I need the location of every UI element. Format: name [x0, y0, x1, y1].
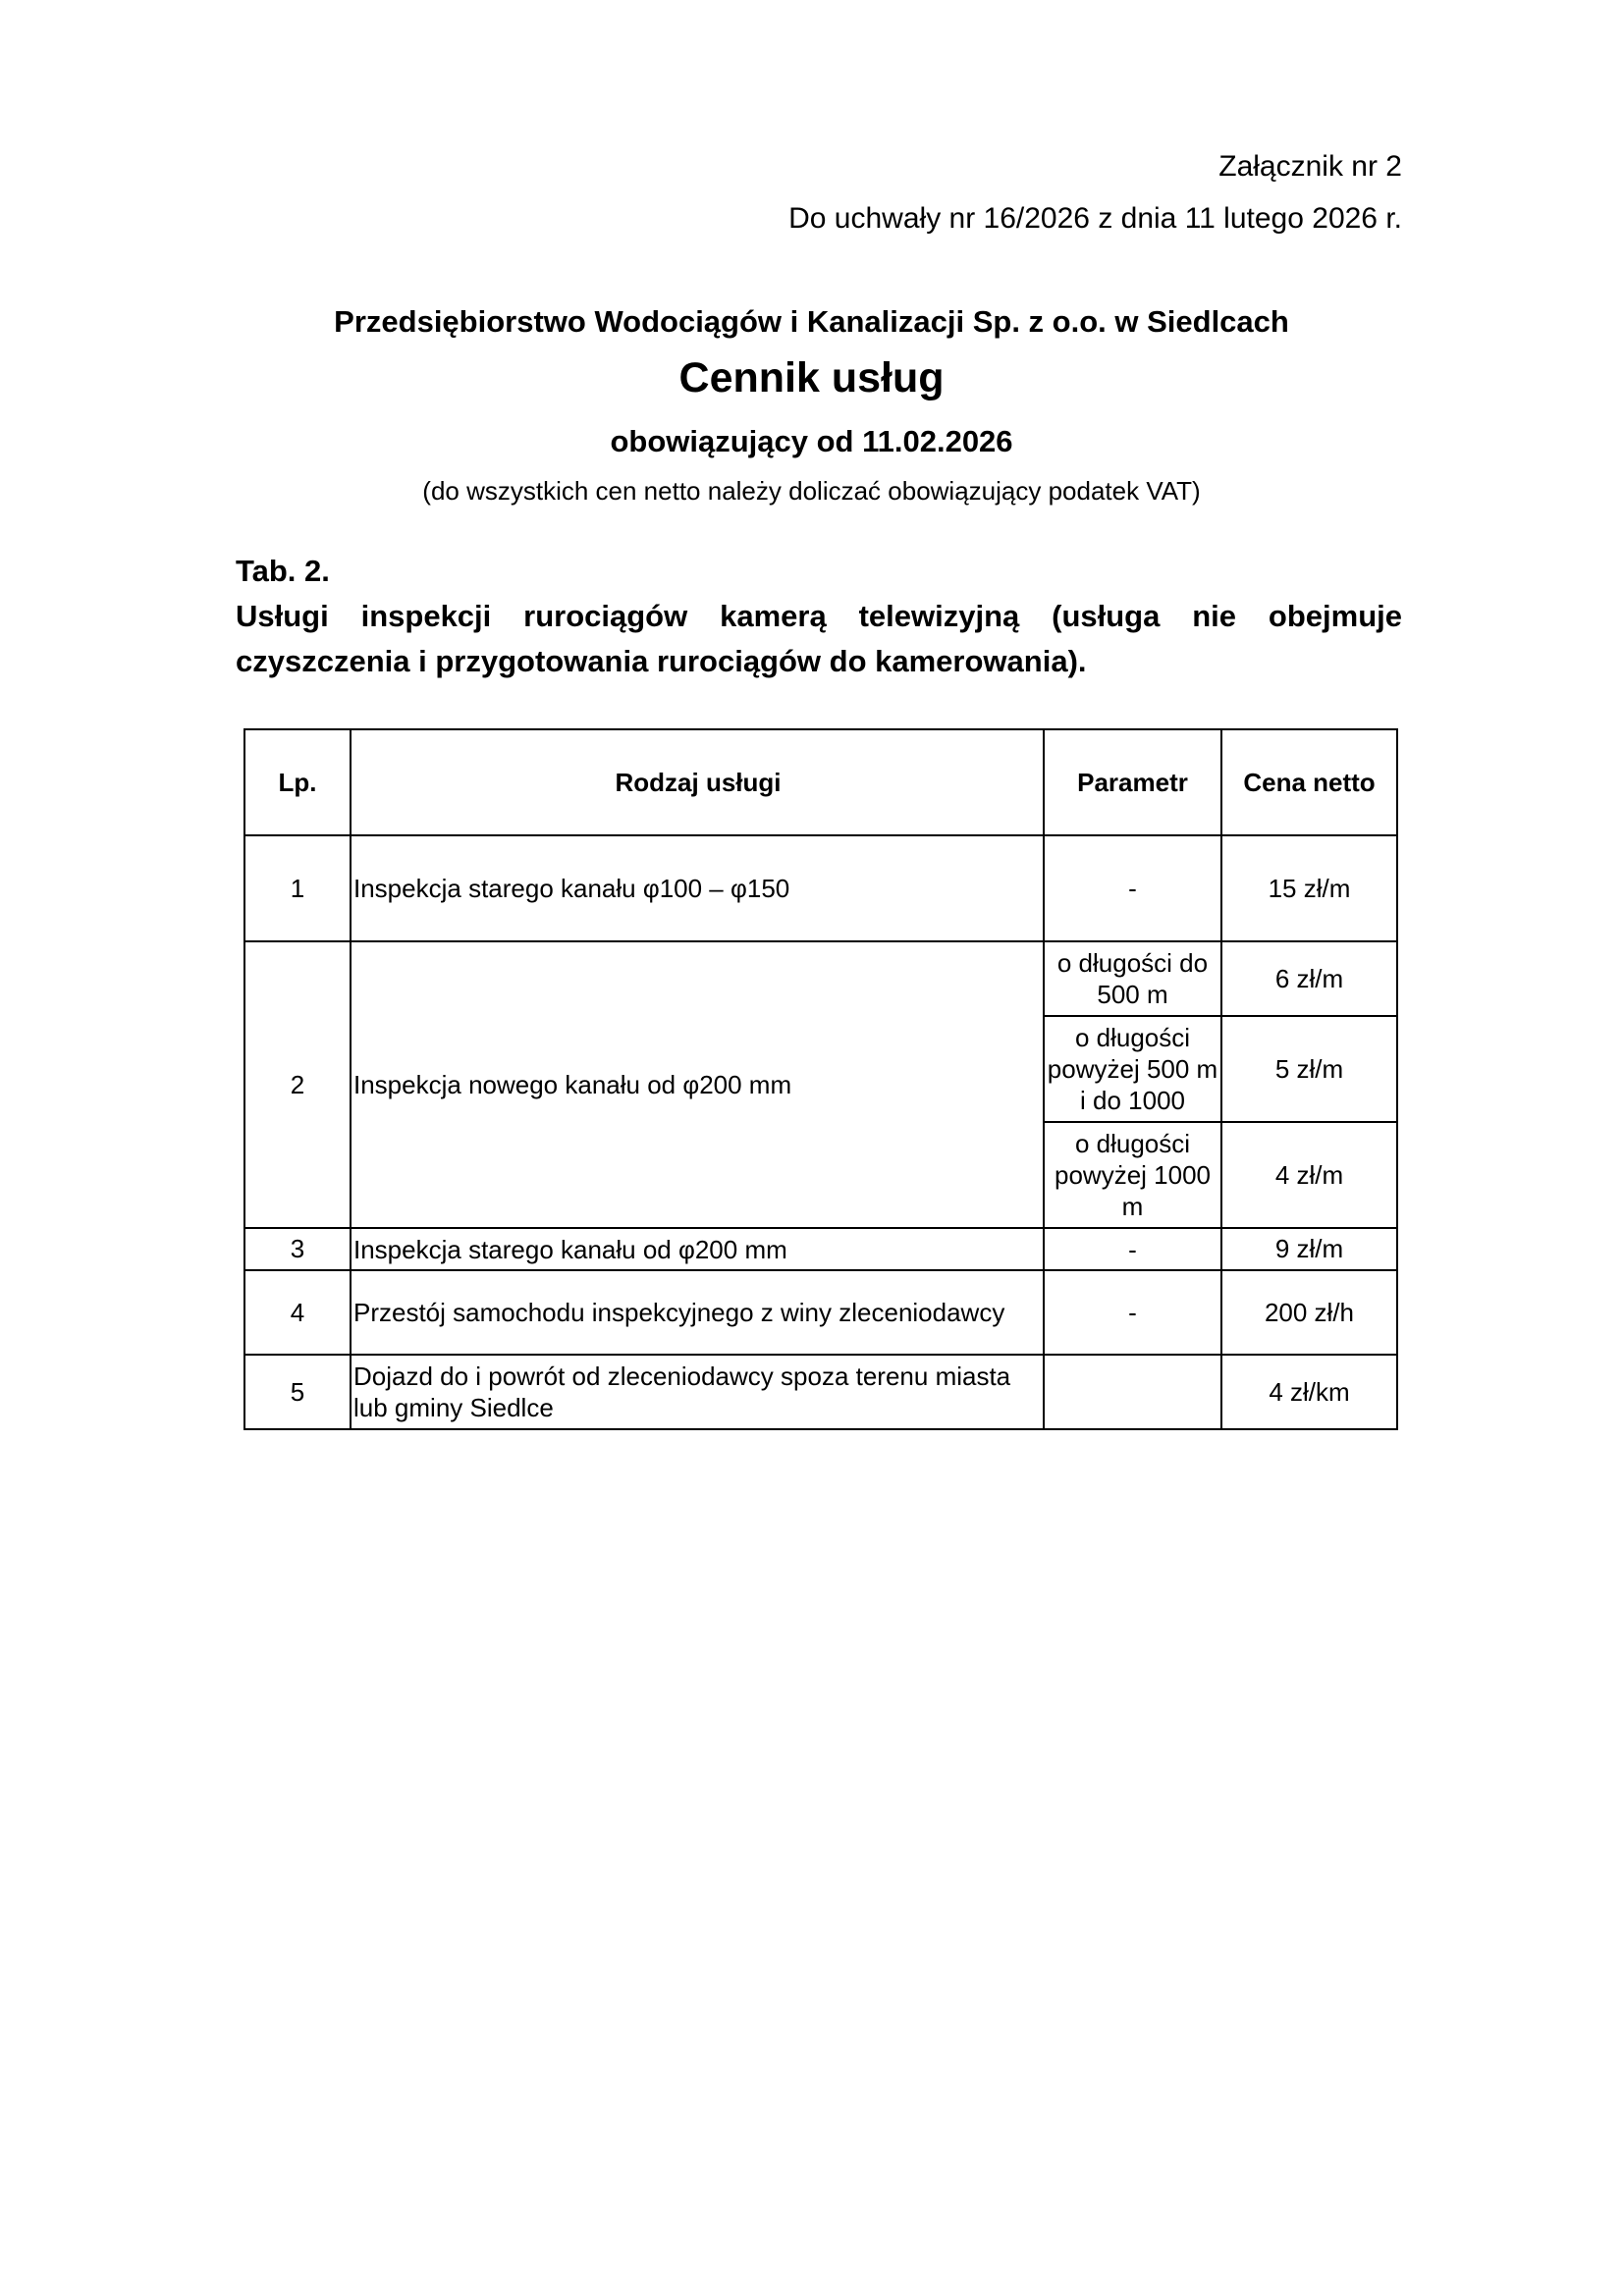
row-service: Dojazd do i powrót od zleceniodawcy spoza terenu miasta lub gminy Siedlce — [351, 1355, 1044, 1429]
row-price: 5 zł/m — [1221, 1016, 1397, 1122]
row-parameter — [1044, 1355, 1221, 1429]
header-lp: Lp. — [244, 729, 351, 835]
row-price: 6 zł/m — [1221, 941, 1397, 1016]
row-price: 15 zł/m — [1221, 835, 1397, 941]
header-price: Cena netto — [1221, 729, 1397, 835]
row-parameter: o długości do 500 m — [1044, 941, 1221, 1016]
row-parameter: o długości powyżej 1000 m — [1044, 1122, 1221, 1228]
row-parameter: - — [1044, 1228, 1221, 1270]
row-price: 4 zł/km — [1221, 1355, 1397, 1429]
table-header-row — [244, 729, 1397, 835]
row-service: Inspekcja nowego kanału od φ200 mm — [351, 941, 1044, 1228]
page-title: Cennik usług — [678, 354, 945, 401]
row-lp: 1 — [244, 835, 351, 941]
row-parameter: - — [1044, 835, 1221, 941]
valid-from: obowiązujący od 11.02.2026 — [610, 424, 1013, 458]
row-service: Inspekcja starego kanału φ100 – φ150 — [351, 835, 1044, 941]
row-parameter: - — [1044, 1270, 1221, 1355]
table-row — [244, 835, 1397, 941]
row-price: 4 zł/m — [1221, 1122, 1397, 1228]
row-parameter: o długości powyżej 500 m i do 1000 — [1044, 1016, 1221, 1122]
header-service: Rodzaj usługi — [351, 729, 1044, 835]
row-service: Inspekcja starego kanału od φ200 mm — [351, 1228, 1044, 1270]
row-lp: 4 — [244, 1270, 351, 1355]
annex-label: Załącznik nr 2 — [1218, 150, 1402, 183]
table-title: Usługi inspekcji rurociągów kamerą telewizyjną (usługa nie obejmuje czyszczenia i przygotowania rurociągów do kamerowania). — [236, 599, 1402, 678]
row-service: Przestój samochodu inspekcyjnego z winy zleceniodawcy — [351, 1270, 1044, 1355]
table-row — [244, 941, 1397, 1016]
table-row — [244, 1270, 1397, 1355]
table-row — [244, 1355, 1397, 1429]
table-row — [244, 1228, 1397, 1270]
row-price: 200 zł/h — [1221, 1270, 1397, 1355]
header-parameter: Parametr — [1044, 729, 1221, 835]
vat-note: (do wszystkich cen netto należy doliczać obowiązujący podatek VAT) — [422, 476, 1201, 506]
price-table — [243, 728, 1398, 1430]
row-lp: 5 — [244, 1355, 351, 1429]
table-number: Tab. 2. — [236, 554, 330, 588]
row-price: 9 zł/m — [1221, 1228, 1397, 1270]
resolution-reference: Do uchwały nr 16/2026 z dnia 11 lutego 2026 r. — [788, 202, 1402, 235]
row-lp: 2 — [244, 941, 351, 1228]
company-name: Przedsiębiorstwo Wodociągów i Kanalizacji Sp. z o.o. w Siedlcach — [334, 304, 1289, 339]
row-lp: 3 — [244, 1228, 351, 1270]
